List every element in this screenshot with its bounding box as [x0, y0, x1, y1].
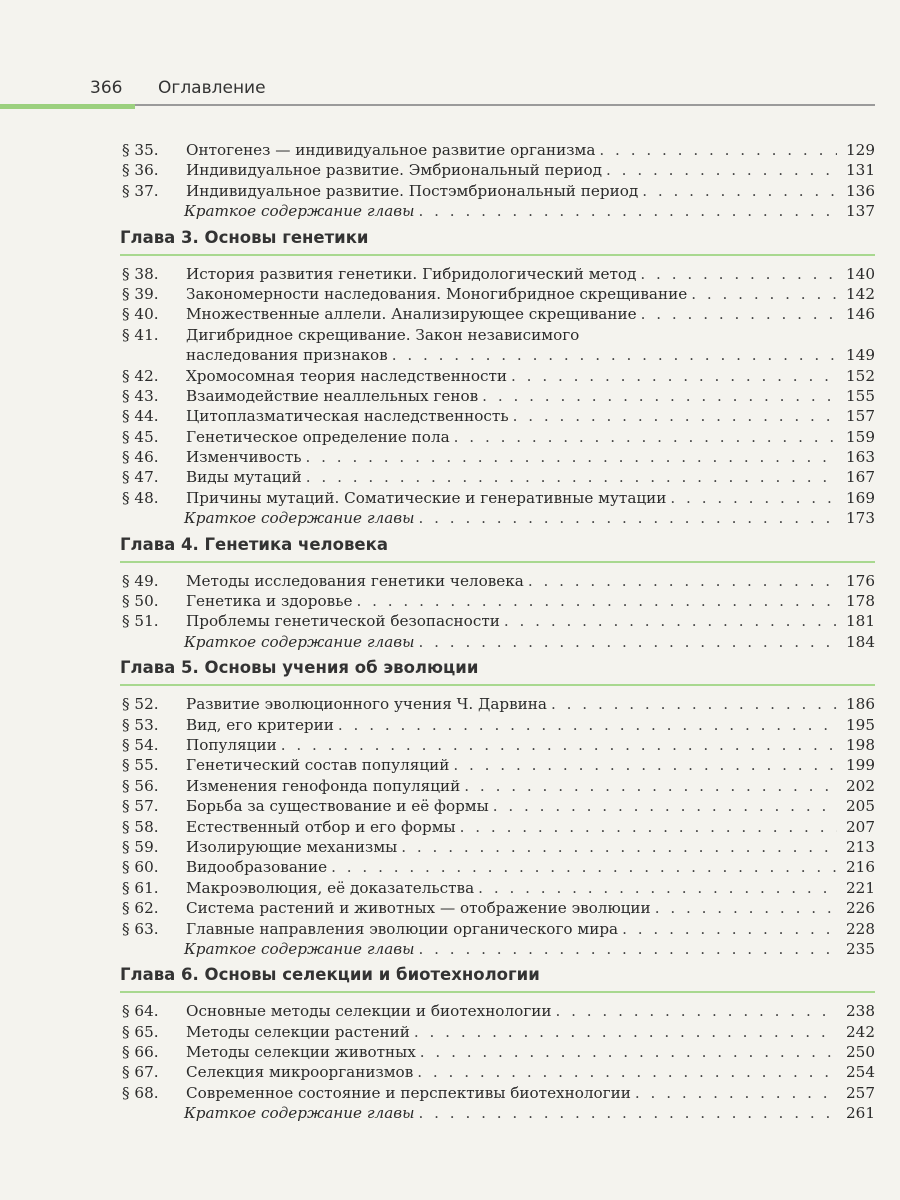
- chapter-rule: [120, 991, 875, 993]
- leader-dots: [453, 755, 837, 775]
- toc-entry[interactable]: [120, 1062, 875, 1082]
- leader-dots: [504, 611, 837, 631]
- page-ref: 216: [846, 858, 875, 877]
- section-number: § 61.: [122, 878, 159, 897]
- leader-dots: [493, 796, 837, 816]
- entry-title: Изолирующие механизмы: [186, 837, 398, 856]
- chapter-title: Глава 4. Генетика человека: [120, 534, 388, 554]
- section-number: § 43.: [122, 386, 159, 405]
- leader-dots: [418, 508, 837, 528]
- page-ref: 235: [846, 939, 875, 958]
- entry-title: Проблемы генетической безопасности: [186, 612, 500, 631]
- section-number: § 59.: [122, 837, 159, 856]
- section-number: § 47.: [122, 468, 159, 487]
- page-ref: 221: [846, 878, 875, 897]
- entry-title: Цитоплазматическая наследственность: [186, 407, 509, 426]
- toc-summary-entry[interactable]: [120, 632, 875, 652]
- toc-entry[interactable]: [120, 857, 875, 877]
- toc-entry[interactable]: [120, 755, 875, 775]
- entry-title-continued: наследования признаков: [186, 346, 388, 365]
- page-ref: 199: [846, 756, 875, 775]
- entry-title: Популяции: [186, 735, 277, 754]
- chapter-rule: [120, 254, 875, 256]
- entry-title: Основные методы селекции и биотехнологии: [186, 1002, 552, 1021]
- chapter-heading[interactable]: [120, 535, 875, 571]
- chapter-title: Глава 3. Основы генетики: [120, 227, 369, 247]
- toc-entry[interactable]: [120, 611, 875, 631]
- entry-title: Онтогенез — индивидуальное развитие организма: [186, 141, 596, 159]
- entry-title: Виды мутаций: [186, 468, 302, 487]
- section-number: § 55.: [122, 756, 159, 775]
- toc-entry[interactable]: [120, 427, 875, 447]
- entry-title: Генетический состав популяций: [186, 756, 450, 775]
- leader-dots: [418, 201, 837, 221]
- page-ref: 226: [846, 899, 875, 918]
- page-ref: 228: [846, 919, 875, 938]
- page-ref: 207: [846, 817, 875, 836]
- entry-title: История развития генетики. Гибридологический метод: [186, 264, 637, 283]
- entry-title: Хромосомная теория наследственности: [186, 366, 508, 385]
- section-number: § 62.: [122, 899, 159, 918]
- page-ref: 186: [846, 695, 875, 714]
- section-number: § 35.: [122, 141, 159, 159]
- section-number: § 36.: [122, 161, 159, 180]
- toc-entry[interactable]: [120, 694, 875, 714]
- page-ref: 184: [846, 632, 875, 651]
- toc-summary-entry[interactable]: [120, 508, 875, 528]
- page-ref: 152: [846, 366, 875, 385]
- section-number: § 39.: [122, 284, 159, 303]
- page-ref: 142: [846, 284, 875, 303]
- page-header: [0, 78, 900, 118]
- section-number: § 57.: [122, 797, 159, 816]
- leader-dots: [401, 837, 837, 857]
- page-ref: 213: [846, 837, 875, 856]
- section-number: § 37.: [122, 181, 159, 200]
- leader-dots: [635, 1083, 837, 1103]
- section-number: § 45.: [122, 427, 159, 446]
- page-ref: 157: [846, 407, 875, 426]
- section-number: § 50.: [122, 592, 159, 611]
- leader-dots: [418, 632, 837, 652]
- toc-entry[interactable]: [120, 366, 875, 386]
- toc-entry[interactable]: [120, 715, 875, 735]
- toc-entry[interactable]: [120, 140, 875, 160]
- chapter-title: Глава 6. Основы селекции и биотехнологии: [120, 965, 540, 985]
- page-ref: 163: [846, 448, 875, 467]
- toc-entry[interactable]: [120, 467, 875, 487]
- toc-entry[interactable]: [120, 447, 875, 467]
- entry-title: Изменения генофонда популяций: [186, 776, 461, 795]
- page-title: Оглавление: [158, 78, 266, 98]
- page-ref: 202: [846, 776, 875, 795]
- page-ref: 181: [846, 612, 875, 631]
- toc-entry[interactable]: [120, 898, 875, 918]
- chapter-rule: [120, 684, 875, 686]
- toc-entry[interactable]: [120, 919, 875, 939]
- leader-dots: [691, 284, 837, 304]
- toc-entry-continuation[interactable]: [120, 345, 875, 365]
- leader-dots: [464, 776, 837, 796]
- page-ref: 140: [846, 264, 875, 283]
- chapter-heading[interactable]: [120, 228, 875, 264]
- page-ref: 176: [846, 571, 875, 590]
- leader-dots: [670, 488, 837, 508]
- page-ref: 254: [846, 1063, 875, 1082]
- section-number: § 60.: [122, 858, 159, 877]
- chapter-rule: [120, 561, 875, 563]
- entry-title: Современное состояние и перспективы биотехнологии: [186, 1083, 631, 1102]
- entry-title: Генетика и здоровье: [186, 592, 353, 611]
- page-ref: 257: [846, 1083, 875, 1102]
- toc-entry[interactable]: [120, 817, 875, 837]
- leader-dots: [599, 140, 837, 160]
- entry-title: Краткое содержание главы: [184, 1104, 415, 1123]
- section-number: § 53.: [122, 715, 159, 734]
- leader-dots: [606, 160, 837, 180]
- entry-title: Естественный отбор и его формы: [186, 817, 456, 836]
- page-number: 366: [90, 78, 123, 98]
- entry-title: Краткое содержание главы: [184, 939, 415, 958]
- leader-dots: [281, 735, 837, 755]
- page-ref: 173: [846, 509, 875, 528]
- entry-title: Генетическое определение пола: [186, 427, 450, 446]
- page-ref: 238: [846, 1002, 875, 1021]
- toc-entry[interactable]: [120, 837, 875, 857]
- entry-title: Методы селекции растений: [186, 1022, 410, 1041]
- leader-dots: [392, 345, 837, 365]
- entry-title: Взаимодействие неаллельных генов: [186, 386, 479, 405]
- leader-dots: [306, 447, 838, 467]
- entry-title: Множественные аллели. Анализирующее скрещивание: [186, 305, 637, 324]
- chapter-heading[interactable]: [120, 965, 875, 1001]
- header-accent-bar: [0, 104, 135, 109]
- leader-dots: [513, 406, 837, 426]
- page-ref: 146: [846, 305, 875, 324]
- entry-title: Видообразование: [186, 858, 328, 877]
- section-number: § 65.: [122, 1022, 159, 1041]
- chapter-title: Глава 5. Основы учения об эволюции: [120, 658, 479, 678]
- section-number: § 48.: [122, 488, 159, 507]
- entry-title: Развитие эволюционного учения Ч. Дарвина: [186, 695, 547, 714]
- toc-entry[interactable]: [120, 284, 875, 304]
- page-ref: 198: [846, 735, 875, 754]
- page-ref: 205: [846, 797, 875, 816]
- section-number: § 66.: [122, 1043, 159, 1062]
- page-ref: 159: [846, 427, 875, 446]
- leader-dots: [420, 1042, 837, 1062]
- leader-dots: [641, 304, 837, 324]
- toc-summary-entry[interactable]: [120, 201, 875, 221]
- toc-entry[interactable]: [120, 325, 875, 345]
- section-number: § 64.: [122, 1002, 159, 1021]
- toc-entry[interactable]: [120, 776, 875, 796]
- leader-dots: [338, 715, 837, 735]
- entry-title: Методы исследования генетики человека: [186, 571, 524, 590]
- entry-title: Вид, его критерии: [186, 715, 334, 734]
- entry-title: Главные направления эволюции органического мира: [186, 919, 619, 938]
- section-number: § 54.: [122, 735, 159, 754]
- chapter-heading[interactable]: [120, 658, 875, 694]
- toc-entry[interactable]: [120, 1083, 875, 1103]
- entry-title: Изменчивость: [186, 448, 302, 467]
- entry-title: Закономерности наследования. Моногибридное скрещивание: [186, 284, 688, 303]
- leader-dots: [418, 939, 837, 959]
- leader-dots: [454, 427, 837, 447]
- page-ref: 261: [846, 1104, 875, 1123]
- leader-dots: [528, 571, 837, 591]
- entry-title: Макроэволюция, её доказательства: [186, 878, 475, 897]
- page-ref: 129: [846, 141, 875, 159]
- leader-dots: [555, 1001, 837, 1021]
- section-number: § 41.: [122, 325, 159, 344]
- page-ref: 155: [846, 386, 875, 405]
- toc-entry[interactable]: [120, 488, 875, 508]
- section-number: § 67.: [122, 1063, 159, 1082]
- toc-entry[interactable]: [120, 591, 875, 611]
- toc-entry[interactable]: [120, 304, 875, 324]
- entry-title: Борьба за существование и её формы: [186, 797, 489, 816]
- toc-entry[interactable]: [120, 1042, 875, 1062]
- leader-dots: [306, 467, 837, 487]
- section-number: § 49.: [122, 571, 159, 590]
- toc-entry[interactable]: [120, 386, 875, 406]
- toc-entry[interactable]: [120, 1001, 875, 1021]
- page-ref: 178: [846, 592, 875, 611]
- entry-title: Дигибридное скрещивание. Закон независимого: [186, 325, 580, 344]
- toc-entry[interactable]: [120, 1022, 875, 1042]
- leader-dots: [642, 181, 837, 201]
- leader-dots: [640, 264, 837, 284]
- page-ref: 167: [846, 468, 875, 487]
- section-number: § 38.: [122, 264, 159, 283]
- entry-title: Система растений и животных — отображение эволюции: [186, 899, 651, 918]
- page-ref: 250: [846, 1043, 875, 1062]
- entry-title: Индивидуальное развитие. Эмбриональный период: [186, 161, 603, 180]
- toc-entry[interactable]: [120, 160, 875, 180]
- toc-entry[interactable]: [120, 796, 875, 816]
- section-number: § 68.: [122, 1083, 159, 1102]
- leader-dots: [551, 694, 837, 714]
- toc-entry[interactable]: [120, 878, 875, 898]
- entry-title: Краткое содержание главы: [184, 632, 415, 651]
- page-ref: 149: [846, 346, 875, 365]
- entry-title: Индивидуальное развитие. Постэмбриональный период: [186, 181, 639, 200]
- leader-dots: [356, 591, 837, 611]
- section-number: § 51.: [122, 612, 159, 631]
- entry-title: Причины мутаций. Соматические и генеративные мутации: [186, 488, 667, 507]
- leader-dots: [331, 857, 837, 877]
- section-number: § 63.: [122, 919, 159, 938]
- page-ref: 136: [846, 181, 875, 200]
- section-number: § 52.: [122, 695, 159, 714]
- leader-dots: [417, 1062, 837, 1082]
- table-of-contents: [120, 140, 875, 1124]
- leader-dots: [622, 919, 837, 939]
- page-ref: 242: [846, 1022, 875, 1041]
- section-number: § 44.: [122, 407, 159, 426]
- leader-dots: [414, 1022, 837, 1042]
- leader-dots: [478, 878, 837, 898]
- toc-summary-entry[interactable]: [120, 1103, 875, 1123]
- header-rule: [130, 104, 875, 106]
- toc-entry[interactable]: [120, 264, 875, 284]
- leader-dots: [418, 1103, 837, 1123]
- toc-entry[interactable]: [120, 571, 875, 591]
- entry-title: Краткое содержание главы: [184, 509, 415, 528]
- toc-summary-entry[interactable]: [120, 939, 875, 959]
- leader-dots: [655, 898, 837, 918]
- toc-entry[interactable]: [120, 735, 875, 755]
- leader-dots: [511, 366, 837, 386]
- entry-title: Селекция микроорганизмов: [186, 1063, 414, 1082]
- section-number: § 58.: [122, 817, 159, 836]
- page-ref: 131: [846, 161, 875, 180]
- leader-dots: [460, 817, 837, 837]
- section-number: § 56.: [122, 776, 159, 795]
- section-number: § 40.: [122, 305, 159, 324]
- entry-title: Методы селекции животных: [186, 1043, 416, 1062]
- page-ref: 169: [846, 488, 875, 507]
- toc-entry[interactable]: [120, 406, 875, 426]
- entry-title: Краткое содержание главы: [184, 202, 415, 221]
- leader-dots: [482, 386, 837, 406]
- page-ref: 195: [846, 715, 875, 734]
- page-ref: 137: [846, 202, 875, 221]
- section-number: § 46.: [122, 448, 159, 467]
- section-number: § 42.: [122, 366, 159, 385]
- toc-entry[interactable]: [120, 181, 875, 201]
